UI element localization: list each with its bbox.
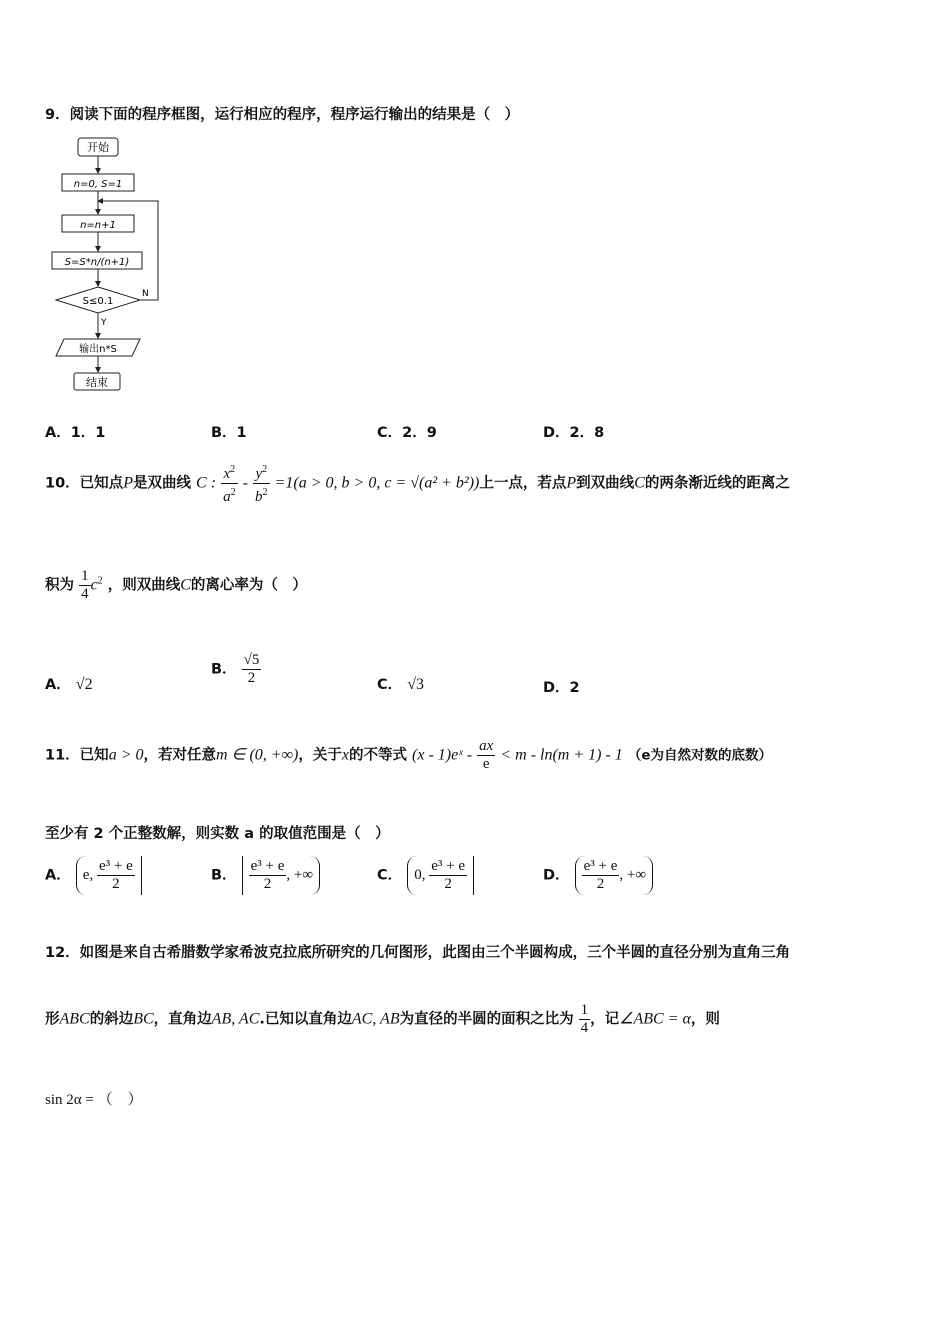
flow-cond-text: S≤0.1 — [82, 296, 114, 307]
frac-x2-a2: $\frac{x^2}{a^2}$ — [223, 464, 236, 505]
q11-stem-line2: 至少有 2 个正整数解，则实数 a 的取值范围是（ ） — [45, 826, 390, 842]
frac-y2-b2: $\frac{y^2}{b^2}$ — [255, 464, 268, 505]
q9-option-b: B．1 — [211, 425, 247, 441]
flow-start-text: 开始 — [87, 141, 109, 154]
q10-option-b: B． $\frac{√5}{2}$ — [211, 652, 260, 686]
q9-option-a: A．1．1 — [45, 425, 106, 441]
flow-init-text: n=0, S=1 — [73, 179, 123, 190]
q9-flowchart — [48, 133, 178, 395]
q11-option-d: D． $\frac{\text{e³ + e}}{2}$ , +∞ — [543, 856, 653, 895]
flow-yes-label: Y — [101, 318, 107, 328]
q11-option-b: B． $\frac{\text{e³ + e}}{2}$ , +∞ — [211, 856, 320, 895]
flow-end-text: 结束 — [86, 376, 108, 389]
q10-option-a: A． √2 — [45, 676, 93, 693]
q12-stem-line2: 形ABC的斜边BC，直角边AB, AC.已知以直角边AC, AB为直径的半圆的面积之比为 $\frac{1}{4}$ ，记∠ABC = α，则 — [45, 1002, 720, 1036]
frac-one-quarter: $\frac{1}{4}$ — [81, 568, 89, 602]
q11-stem-line1: 11．已知a > 0，若对任意m ∈ (0, +∞)，关于x的不等式 (x - 1)eˣ - $\frac{ax}{e}$ < m - ln(m + 1) - 1 （e为自然对数的底数） — [45, 738, 773, 772]
q10-stem-line2: 积为 $\frac{1}{4}$ $c^2$ ，则双曲线C的离心率为（ ） — [45, 568, 307, 602]
q10-option-d: D．2 — [543, 680, 580, 696]
q12-stem-line1: 12．如图是来自古希腊数学家希波克拉底所研究的几何图形，此图由三个半圆构成，三个半圆的直径分别为直角三角 — [45, 945, 791, 961]
q12-stem-line3: sin 2α = （ ） — [45, 1092, 143, 1108]
q9-option-c: C．2．9 — [377, 425, 437, 441]
flow-update-text: S=S*n/(n+1) — [64, 257, 130, 268]
q10-stem-line1: 10．已知点P是双曲线 C : $\frac{x^2}{a^2}$ - $\frac{y^2}{b^2}$ =1(a > 0, b > 0, c = √(a² + b²))上一点，若点P到双曲线C的两条渐近线的距离之 — [45, 461, 790, 506]
q10-option-c: C． √3 — [377, 676, 424, 693]
q9-stem: 9．阅读下面的程序框图，运行相应的程序，程序运行输出的结果是（ ） — [45, 107, 520, 123]
q11-option-c: C． 0, $\frac{\text{e³ + e}}{2}$ — [377, 856, 474, 895]
flow-output-text: 输出n*S — [79, 344, 117, 355]
q11-option-a: A． e, $\frac{\text{e³ + e}}{2}$ — [45, 856, 142, 895]
flow-no-label: N — [142, 289, 149, 299]
q9-option-d: D．2．8 — [543, 425, 605, 441]
flow-step-text: n=n+1 — [80, 220, 116, 231]
